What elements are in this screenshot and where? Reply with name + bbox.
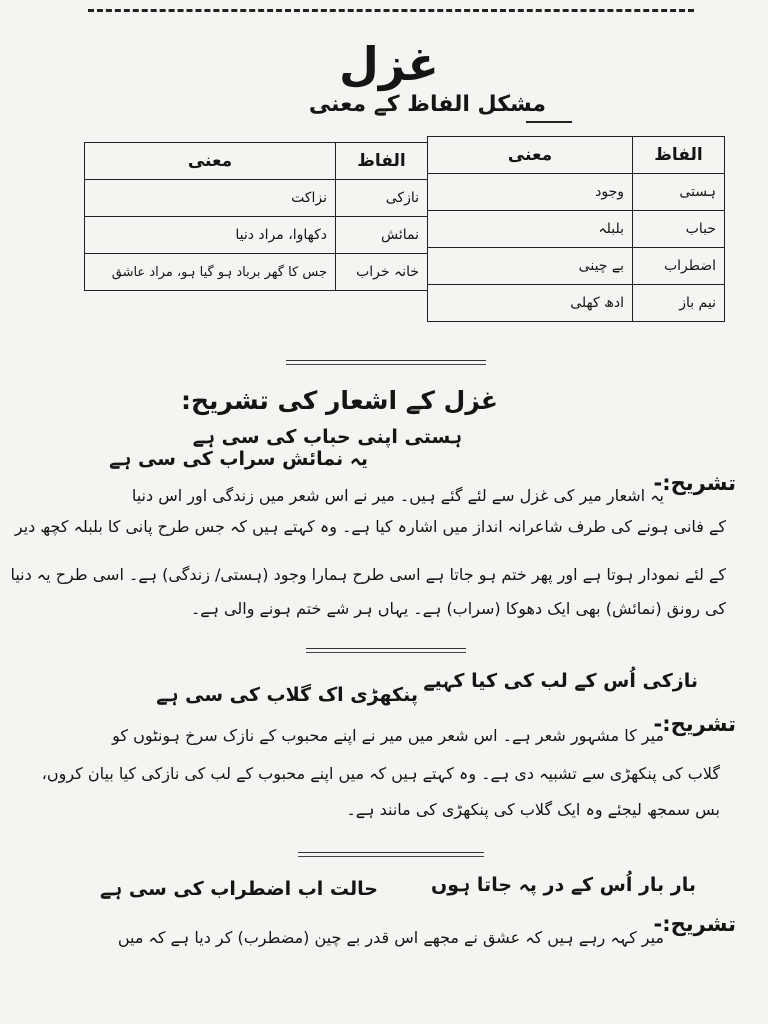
difficult-words-heading: مشکل الفاظ کے معنی — [308, 92, 546, 117]
explanation-line: کی رونق (نمائش) بھی ایک دھوکا (سراب) ہے۔ یہاں ہر شے ختم ہونے والی ہے۔ — [190, 599, 726, 618]
meaning-cell: نزاکت — [85, 180, 336, 217]
explanation-line: میر کہہ رہے ہیں کہ عشق نے مجھے اس قدر بے چین (مضطرب) کر دیا ہے کہ میں — [117, 928, 664, 947]
meaning-cell: بے چینی — [428, 248, 633, 285]
word-cell: خانہ خراب — [336, 254, 428, 291]
table-row — [85, 180, 428, 217]
verse-line-second: پنکھڑی اک گلاب کی سی ہے — [156, 684, 418, 706]
section-divider — [298, 852, 484, 853]
explanation-line: کے لئے نمودار ہوتا ہے اور پھر ختم ہو جاتا ہے اسی طرح ہمارا وجود (ہستی/ زندگی) ہے۔ اسی طرح یہ دنیا — [10, 565, 726, 584]
explanation-label: تشریح:- — [653, 912, 736, 936]
meaning-cell: وجود — [428, 174, 633, 211]
verse-line-second: حالت اب اضطراب کی سی ہے — [99, 878, 378, 900]
section-divider-thin — [286, 364, 486, 365]
meaning-cell: بلبلہ — [428, 211, 633, 248]
explanation-section-heading: غزل کے اشعار کی تشریح: — [181, 386, 498, 415]
explanation-label: تشریح:- — [653, 471, 736, 495]
glossary-table-right — [427, 136, 725, 322]
table-row — [85, 217, 428, 254]
column-header-word: الفاظ — [633, 137, 725, 174]
table-row — [428, 285, 725, 322]
meaning-cell: دکھاوا، مراد دنیا — [85, 217, 336, 254]
verse-line-first: بار بار اُس کے در پہ جاتا ہوں — [431, 874, 696, 896]
table-row — [428, 248, 725, 285]
table-row — [85, 254, 428, 291]
word-cell: نمائش — [336, 217, 428, 254]
word-cell: حباب — [633, 211, 725, 248]
explanation-label: تشریح:- — [653, 712, 736, 736]
verse-line-first: ہستی اپنی حباب کی سی ہے — [192, 426, 462, 448]
meaning-cell: ادھ کھلی — [428, 285, 633, 322]
explanation-line: بس سمجھ لیجئے وہ ایک گلاب کی پنکھڑی کی مانند ہے۔ — [346, 800, 720, 819]
explanation-line: کے فانی ہونے کی طرف شاعرانہ انداز میں اشارہ کیا ہے۔ وہ کہتے ہیں کہ جس طرح پانی کا بلبلہ کچھ دیر — [14, 517, 726, 536]
verse-line-second: یہ نمائش سراب کی سی ہے — [109, 448, 368, 470]
verse-line-first: نازکی اُس کے لب کی کیا کہیے — [423, 670, 698, 692]
meaning-cell: جس کا گھر برباد ہو گیا ہو، مراد عاشق — [85, 254, 336, 291]
section-divider-thin — [306, 652, 466, 653]
table-row — [428, 174, 725, 211]
column-header-word: الفاظ — [336, 143, 428, 180]
column-header-meaning: معنی — [428, 137, 633, 174]
explanation-line: گلاب کی پنکھڑی سے تشبیہ دی ہے۔ وہ کہتے ہیں کہ میں اپنے محبوب کے لب کی نازکی کیا بیان کروں، — [41, 764, 720, 783]
table-header-row — [85, 143, 428, 180]
page-title: غزل — [339, 37, 439, 91]
heading-underline — [526, 121, 572, 123]
explanation-line: یہ اشعار میر کی غزل سے لئے گئے ہیں۔ میر نے اس شعر میں زندگی اور اس دنیا — [131, 486, 664, 505]
column-header-meaning: معنی — [85, 143, 336, 180]
glossary-table-left — [84, 142, 428, 291]
word-cell: اضطراب — [633, 248, 725, 285]
table-row — [428, 211, 725, 248]
top-dashed-border — [88, 9, 694, 12]
section-divider — [286, 360, 486, 361]
word-cell: نازکی — [336, 180, 428, 217]
section-divider-thin — [298, 856, 484, 857]
explanation-line: میر کا مشہور شعر ہے۔ اس شعر میں میر نے اپنے محبوب کے نازک سرخ ہونٹوں کو — [112, 726, 664, 745]
word-cell: نیم باز — [633, 285, 725, 322]
table-header-row — [428, 137, 725, 174]
section-divider — [306, 648, 466, 649]
word-cell: ہستی — [633, 174, 725, 211]
